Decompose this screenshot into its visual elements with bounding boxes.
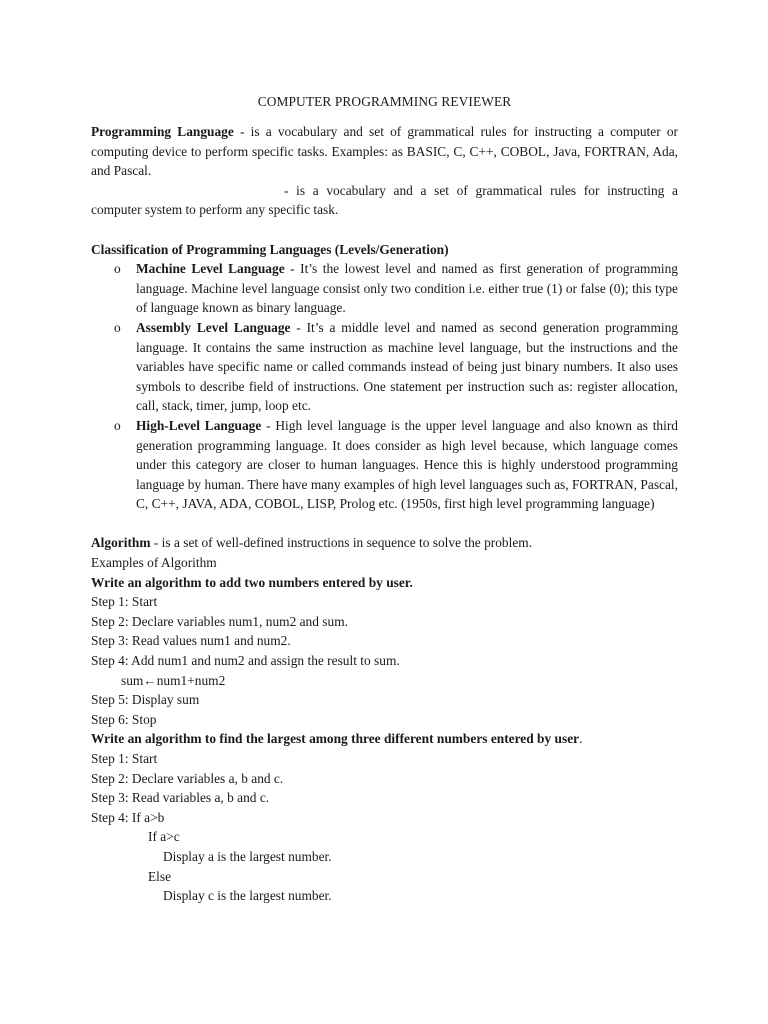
definition-text-1: - is a vocabulary and set of grammatical rules for instructing a computer or computing device to perform specific tasks. Examples: as BASIC, C, C++, COBOL, Java, FORTRAN, Ada, and Pascal. (91, 124, 678, 179)
list-item-text: - It’s a middle level and named as second generation programming language. It contains the same instruction as machine level language, but the instructions and the variables have specific name or called commands instead of being just binary numbers. It also uses symbols to describe field of instructions. One statement per instruction such as: register allocation, call, stack, timer, jump, loop etc. (136, 319, 678, 414)
algorithm-text: - is a set of well-defined instructions in sequence to solve the problem. (150, 535, 533, 551)
assignment-line: sum←num1+num2 (121, 672, 226, 688)
list-item-term: Assembly Level Language (136, 319, 291, 335)
bullet-marker: o (114, 261, 121, 277)
step-line: Step 2: Declare variables num1, num2 and sum. (91, 613, 348, 629)
example1-heading: Write an algorithm to add two numbers entered by user. (91, 574, 413, 590)
step-line: Step 1: Start (91, 594, 158, 610)
else-line: Else (148, 868, 172, 884)
list-item-assembly-level (91, 318, 678, 416)
example2-heading: Write an algorithm to find the largest among three different numbers entered by user. (91, 731, 583, 747)
programming-language-definition-2 (91, 181, 678, 220)
bullet-marker: o (114, 319, 121, 335)
step-line: Step 4: If a>b (91, 809, 165, 825)
step-line: Step 5: Display sum (91, 692, 200, 708)
page-title: COMPUTER PROGRAMMING REVIEWER (257, 94, 512, 109)
display-c-line: Display c is the largest number. (163, 888, 332, 904)
list-item-high-level (91, 416, 678, 514)
examples-label: Examples of Algorithm (91, 555, 217, 571)
display-a-line: Display a is the largest number. (163, 848, 332, 864)
definition-term: Programming Language (91, 124, 234, 139)
step-line: Step 6: Stop (91, 711, 157, 727)
classification-heading: Classification of Programming Languages (Levels/Generation) (91, 241, 449, 257)
algorithm-definition (91, 533, 678, 553)
programming-language-definition (91, 122, 678, 181)
list-item-text: - It’s the lowest level and named as first generation of programming language. Machine level language consist only two condition i.e. either true (1) or false (0); this type of language known as binary language. (136, 261, 678, 316)
step-line: Step 1: Start (91, 751, 158, 766)
if-line: If a>c (148, 829, 180, 845)
step-line: Step 3: Read variables a, b and c. (91, 790, 270, 806)
list-item-term: High-Level Language (136, 417, 262, 433)
step-line: Step 2: Declare variables a, b and c. (91, 770, 284, 786)
list-item-machine-level (91, 259, 678, 318)
spacer (91, 514, 678, 534)
classification-list (91, 259, 678, 514)
definition-text-2: - is a vocabulary and a set of grammatical rules for instructing a computer system to perform any specific task. (91, 182, 678, 218)
list-item-text: - High level language is the upper level language and also known as third generation programming language. It does consider as high level because, which language comes under this category are closer to human languages. Hence this is highly understood programming language by human. There have many examples of high level languages such as, FORTRAN, Pascal, C, C++, JAVA, ADA, COBOL, LISP, Prolog etc. (1950s, first high level programming language) (136, 417, 678, 512)
step-line: Step 3: Read values num1 and num2. (91, 633, 291, 649)
step-line: Step 4: Add num1 and num2 and assign the result to sum. (91, 653, 400, 669)
list-item-term: Machine Level Language (136, 261, 285, 277)
bullet-marker: o (114, 417, 121, 433)
algorithm-term: Algorithm (91, 535, 151, 551)
document-page (91, 92, 678, 906)
